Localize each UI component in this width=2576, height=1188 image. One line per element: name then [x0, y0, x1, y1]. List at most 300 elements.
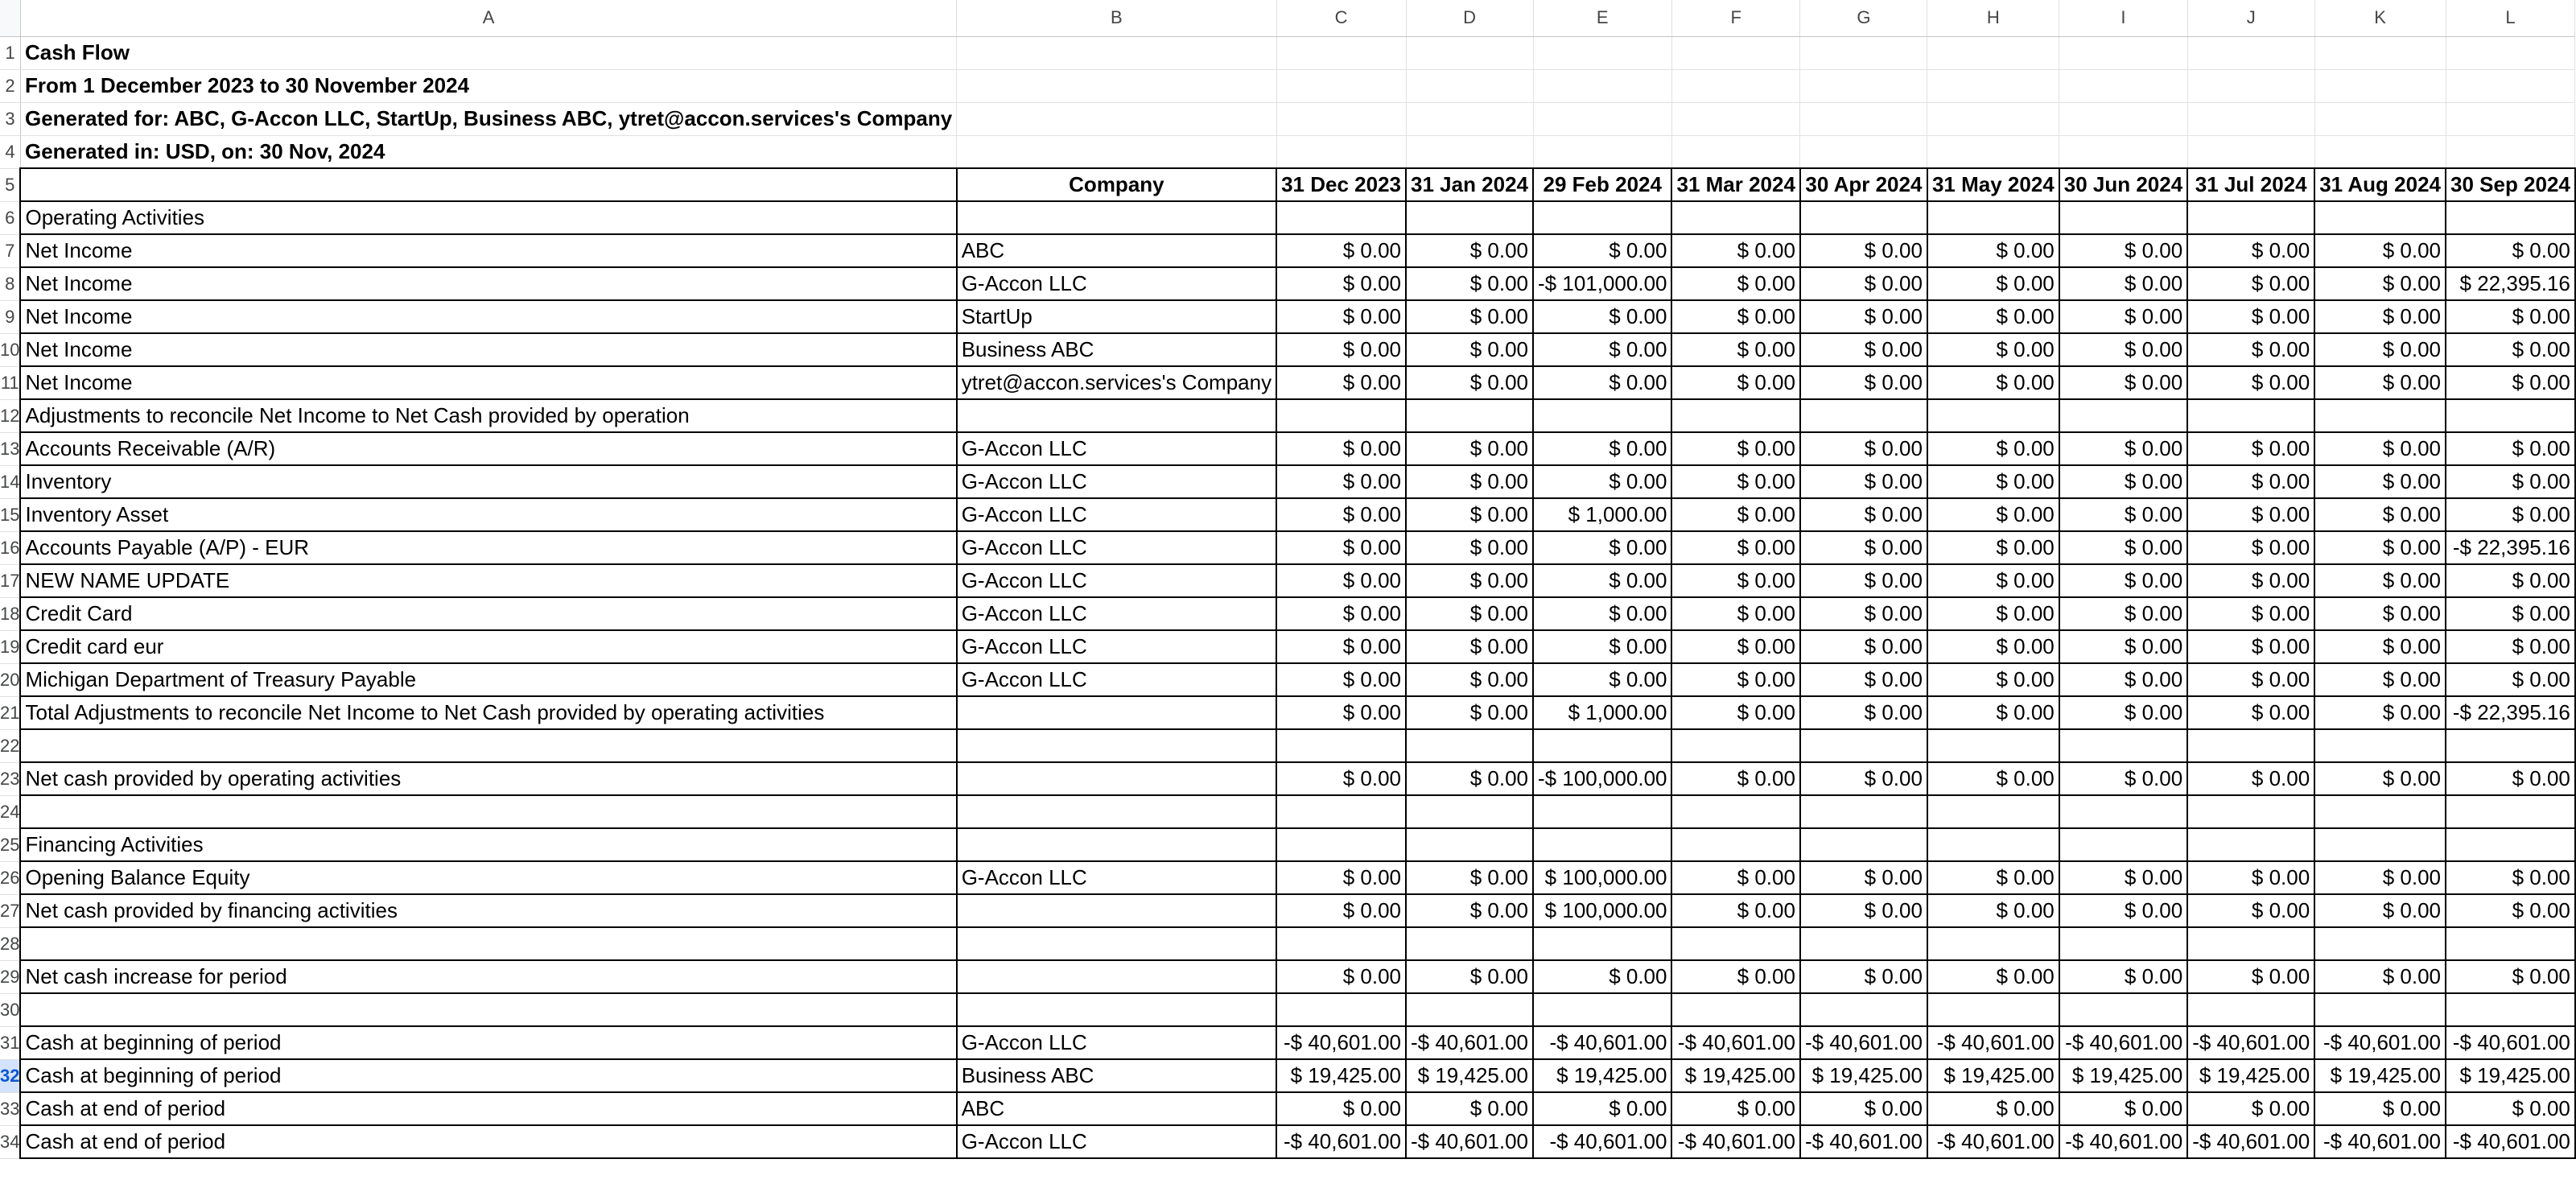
line-item-label-cell[interactable]: Total Adjustments to reconcile Net Income to Net Cash provided by operating activities — [20, 696, 956, 729]
amount-cell[interactable] — [2187, 795, 2314, 828]
row-header-16[interactable]: 16 — [0, 531, 20, 564]
empty-cell[interactable] — [1927, 69, 2059, 102]
period-header-cell[interactable]: 29 Feb 2024 — [1533, 168, 1671, 201]
amount-cell[interactable]: $ 0.00 — [1671, 498, 1799, 531]
amount-cell[interactable]: $ 0.00 — [1800, 564, 1927, 597]
amount-cell[interactable] — [2314, 795, 2446, 828]
row-header-15[interactable]: 15 — [0, 498, 20, 531]
amount-cell[interactable]: $ 0.00 — [1533, 564, 1671, 597]
amount-cell[interactable]: -$ 40,601.00 — [1276, 1026, 1406, 1059]
amount-cell[interactable]: $ 0.00 — [1671, 300, 1799, 333]
amount-cell[interactable]: $ 19,425.00 — [1671, 1059, 1799, 1092]
column-header-d[interactable]: D — [1406, 0, 1533, 36]
period-header-cell[interactable]: 31 Mar 2024 — [1671, 168, 1799, 201]
period-header-cell[interactable]: 31 Jul 2024 — [2187, 168, 2314, 201]
amount-cell[interactable] — [1276, 828, 1406, 861]
amount-cell[interactable]: $ 0.00 — [1533, 960, 1671, 993]
amount-cell[interactable] — [1276, 927, 1406, 960]
amount-cell[interactable]: $ 0.00 — [1927, 465, 2059, 498]
empty-cell[interactable] — [2059, 69, 2187, 102]
column-header-b[interactable]: B — [957, 0, 1276, 36]
amount-cell[interactable]: $ 0.00 — [1800, 432, 1927, 465]
amount-cell[interactable] — [1533, 201, 1671, 234]
amount-cell[interactable] — [1671, 927, 1799, 960]
amount-cell[interactable] — [2446, 729, 2575, 762]
row-header-11[interactable]: 11 — [0, 366, 20, 399]
amount-cell[interactable]: $ 0.00 — [1276, 597, 1406, 630]
line-item-label-cell[interactable]: Accounts Receivable (A/R) — [20, 432, 956, 465]
amount-cell[interactable]: $ 0.00 — [1671, 762, 1799, 795]
amount-cell[interactable] — [1800, 993, 1927, 1026]
company-header-cell[interactable]: Company — [957, 168, 1276, 201]
line-item-label-cell[interactable]: NEW NAME UPDATE — [20, 564, 956, 597]
amount-cell[interactable]: $ 0.00 — [1533, 531, 1671, 564]
amount-cell[interactable]: $ 0.00 — [1671, 267, 1799, 300]
column-header-g[interactable]: G — [1800, 0, 1927, 36]
amount-cell[interactable]: $ 0.00 — [2059, 267, 2187, 300]
company-cell[interactable] — [957, 960, 1276, 993]
amount-cell[interactable]: $ 19,425.00 — [2059, 1059, 2187, 1092]
row-header-25[interactable]: 25 — [0, 828, 20, 861]
amount-cell[interactable] — [1276, 729, 1406, 762]
amount-cell[interactable]: -$ 40,601.00 — [1533, 1125, 1671, 1158]
company-cell[interactable]: G-Accon LLC — [957, 861, 1276, 894]
amount-cell[interactable]: $ 0.00 — [1406, 1092, 1533, 1125]
amount-cell[interactable] — [2059, 201, 2187, 234]
amount-cell[interactable]: $ 0.00 — [1800, 531, 1927, 564]
amount-cell[interactable]: $ 0.00 — [2446, 630, 2575, 663]
company-cell[interactable]: G-Accon LLC — [957, 564, 1276, 597]
amount-cell[interactable]: $ 0.00 — [1800, 300, 1927, 333]
row-header-23[interactable]: 23 — [0, 762, 20, 795]
amount-cell[interactable]: $ 19,425.00 — [2446, 1059, 2575, 1092]
company-cell[interactable] — [957, 399, 1276, 432]
company-cell[interactable]: G-Accon LLC — [957, 1125, 1276, 1158]
amount-cell[interactable]: $ 0.00 — [2187, 234, 2314, 267]
amount-cell[interactable]: $ 22,395.16 — [2446, 267, 2575, 300]
amount-cell[interactable] — [1533, 927, 1671, 960]
amount-cell[interactable]: $ 0.00 — [1533, 1092, 1671, 1125]
amount-cell[interactable]: $ 0.00 — [2446, 366, 2575, 399]
company-cell[interactable] — [957, 795, 1276, 828]
amount-cell[interactable]: $ 0.00 — [1406, 663, 1533, 696]
amount-cell[interactable]: $ 0.00 — [2187, 696, 2314, 729]
amount-cell[interactable]: -$ 40,601.00 — [1276, 1125, 1406, 1158]
amount-cell[interactable]: $ 0.00 — [1533, 630, 1671, 663]
amount-cell[interactable]: $ 0.00 — [2187, 300, 2314, 333]
amount-cell[interactable]: $ 0.00 — [1406, 531, 1533, 564]
empty-cell[interactable] — [1276, 135, 1406, 168]
amount-cell[interactable]: $ 0.00 — [2314, 498, 2446, 531]
amount-cell[interactable] — [1671, 201, 1799, 234]
amount-cell[interactable]: $ 0.00 — [1927, 300, 2059, 333]
company-cell[interactable]: ABC — [957, 234, 1276, 267]
column-header-f[interactable]: F — [1671, 0, 1799, 36]
amount-cell[interactable]: $ 0.00 — [2059, 366, 2187, 399]
amount-cell[interactable]: $ 0.00 — [2446, 861, 2575, 894]
amount-cell[interactable] — [1406, 927, 1533, 960]
amount-cell[interactable]: $ 0.00 — [1406, 861, 1533, 894]
amount-cell[interactable]: $ 0.00 — [1671, 861, 1799, 894]
row-header-21[interactable]: 21 — [0, 696, 20, 729]
amount-cell[interactable]: $ 0.00 — [1800, 861, 1927, 894]
amount-cell[interactable] — [1927, 729, 2059, 762]
company-cell[interactable] — [957, 201, 1276, 234]
column-header-k[interactable]: K — [2314, 0, 2446, 36]
period-header-cell[interactable]: 31 Dec 2023 — [1276, 168, 1406, 201]
amount-cell[interactable]: $ 0.00 — [1800, 465, 1927, 498]
amount-cell[interactable]: $ 1,000.00 — [1533, 498, 1671, 531]
amount-cell[interactable]: $ 0.00 — [2446, 498, 2575, 531]
row-header-7[interactable]: 7 — [0, 234, 20, 267]
amount-cell[interactable]: $ 0.00 — [1533, 465, 1671, 498]
amount-cell[interactable] — [2314, 399, 2446, 432]
amount-cell[interactable] — [1406, 729, 1533, 762]
empty-cell[interactable] — [1406, 102, 1533, 135]
amount-cell[interactable]: $ 0.00 — [2446, 465, 2575, 498]
amount-cell[interactable]: $ 0.00 — [2446, 234, 2575, 267]
column-header-c[interactable]: C — [1276, 0, 1406, 36]
amount-cell[interactable]: $ 0.00 — [2059, 531, 2187, 564]
company-cell[interactable] — [957, 993, 1276, 1026]
amount-cell[interactable]: -$ 40,601.00 — [2187, 1125, 2314, 1158]
empty-cell[interactable] — [1276, 69, 1406, 102]
amount-cell[interactable]: $ 1,000.00 — [1533, 696, 1671, 729]
amount-cell[interactable]: $ 0.00 — [1533, 234, 1671, 267]
amount-cell[interactable]: $ 0.00 — [2187, 762, 2314, 795]
company-cell[interactable]: Business ABC — [957, 333, 1276, 366]
amount-cell[interactable] — [2059, 828, 2187, 861]
amount-cell[interactable] — [2187, 828, 2314, 861]
amount-cell[interactable]: $ 0.00 — [1276, 267, 1406, 300]
amount-cell[interactable]: $ 0.00 — [2314, 861, 2446, 894]
row-header-12[interactable]: 12 — [0, 399, 20, 432]
amount-cell[interactable] — [2059, 927, 2187, 960]
amount-cell[interactable]: $ 0.00 — [2187, 663, 2314, 696]
empty-cell[interactable] — [2187, 69, 2314, 102]
amount-cell[interactable]: $ 0.00 — [1671, 333, 1799, 366]
amount-cell[interactable]: $ 0.00 — [1800, 267, 1927, 300]
amount-cell[interactable]: $ 0.00 — [2446, 1092, 2575, 1125]
amount-cell[interactable]: -$ 22,395.16 — [2446, 531, 2575, 564]
line-item-label-cell[interactable] — [20, 993, 956, 1026]
column-header-j[interactable]: J — [2187, 0, 2314, 36]
amount-cell[interactable]: $ 0.00 — [2187, 894, 2314, 927]
row-header-31[interactable]: 31 — [0, 1026, 20, 1059]
amount-cell[interactable]: $ 0.00 — [1276, 234, 1406, 267]
empty-cell[interactable] — [1276, 36, 1406, 69]
amount-cell[interactable]: -$ 40,601.00 — [1927, 1125, 2059, 1158]
amount-cell[interactable]: $ 0.00 — [1927, 333, 2059, 366]
amount-cell[interactable]: $ 0.00 — [1276, 531, 1406, 564]
amount-cell[interactable] — [2187, 993, 2314, 1026]
company-cell[interactable] — [957, 729, 1276, 762]
amount-cell[interactable]: $ 0.00 — [2187, 960, 2314, 993]
amount-cell[interactable]: $ 0.00 — [2446, 960, 2575, 993]
row-header-2[interactable]: 2 — [0, 69, 20, 102]
line-item-label-cell[interactable]: Net cash provided by financing activities — [20, 894, 956, 927]
amount-cell[interactable] — [2187, 399, 2314, 432]
amount-cell[interactable]: $ 0.00 — [2187, 630, 2314, 663]
amount-cell[interactable]: $ 0.00 — [1533, 300, 1671, 333]
empty-cell[interactable] — [1533, 36, 1671, 69]
row-header-17[interactable]: 17 — [0, 564, 20, 597]
empty-cell[interactable] — [2059, 102, 2187, 135]
report-title-cell[interactable]: From 1 December 2023 to 30 November 2024 — [20, 69, 956, 102]
amount-cell[interactable]: $ 0.00 — [2059, 663, 2187, 696]
empty-cell[interactable] — [2314, 69, 2446, 102]
amount-cell[interactable]: $ 19,425.00 — [2187, 1059, 2314, 1092]
amount-cell[interactable]: $ 0.00 — [2059, 762, 2187, 795]
amount-cell[interactable]: -$ 40,601.00 — [2187, 1026, 2314, 1059]
amount-cell[interactable]: $ 0.00 — [1800, 366, 1927, 399]
amount-cell[interactable] — [2314, 828, 2446, 861]
amount-cell[interactable]: $ 0.00 — [2314, 663, 2446, 696]
amount-cell[interactable]: $ 0.00 — [1800, 234, 1927, 267]
row-header-34[interactable]: 34 — [0, 1125, 20, 1158]
amount-cell[interactable]: -$ 40,601.00 — [2314, 1125, 2446, 1158]
empty-cell[interactable] — [1671, 69, 1799, 102]
amount-cell[interactable]: $ 19,425.00 — [1927, 1059, 2059, 1092]
amount-cell[interactable] — [1276, 993, 1406, 1026]
amount-cell[interactable]: $ 0.00 — [1927, 762, 2059, 795]
amount-cell[interactable]: $ 0.00 — [2187, 267, 2314, 300]
company-cell[interactable]: G-Accon LLC — [957, 432, 1276, 465]
empty-cell[interactable] — [1927, 36, 2059, 69]
line-item-label-cell[interactable]: Adjustments to reconcile Net Income to Net Cash provided by operation — [20, 399, 956, 432]
amount-cell[interactable] — [1927, 795, 2059, 828]
empty-cell[interactable] — [1406, 135, 1533, 168]
amount-cell[interactable]: $ 0.00 — [2059, 333, 2187, 366]
row-header-9[interactable]: 9 — [0, 300, 20, 333]
row-header-33[interactable]: 33 — [0, 1092, 20, 1125]
row-header-8[interactable]: 8 — [0, 267, 20, 300]
amount-cell[interactable]: $ 0.00 — [1927, 531, 2059, 564]
amount-cell[interactable]: $ 0.00 — [2314, 333, 2446, 366]
amount-cell[interactable]: $ 0.00 — [1927, 894, 2059, 927]
amount-cell[interactable]: $ 0.00 — [2059, 300, 2187, 333]
amount-cell[interactable]: -$ 40,601.00 — [2059, 1026, 2187, 1059]
amount-cell[interactable]: $ 0.00 — [2059, 960, 2187, 993]
amount-cell[interactable]: $ 0.00 — [2446, 894, 2575, 927]
amount-cell[interactable]: $ 0.00 — [2314, 696, 2446, 729]
amount-cell[interactable]: $ 0.00 — [1276, 861, 1406, 894]
amount-cell[interactable] — [1927, 993, 2059, 1026]
empty-cell[interactable] — [1533, 102, 1671, 135]
column-header-l[interactable]: L — [2446, 0, 2575, 36]
amount-cell[interactable]: $ 0.00 — [1671, 366, 1799, 399]
amount-cell[interactable]: $ 0.00 — [2314, 630, 2446, 663]
amount-cell[interactable]: $ 0.00 — [1406, 267, 1533, 300]
amount-cell[interactable] — [2059, 795, 2187, 828]
line-item-label-cell[interactable]: Operating Activities — [20, 201, 956, 234]
amount-cell[interactable]: $ 100,000.00 — [1533, 861, 1671, 894]
amount-cell[interactable]: $ 0.00 — [1533, 663, 1671, 696]
line-item-label-cell[interactable]: Net Income — [20, 234, 956, 267]
amount-cell[interactable] — [1671, 795, 1799, 828]
row-header-5[interactable]: 5 — [0, 168, 20, 201]
company-cell[interactable]: ABC — [957, 1092, 1276, 1125]
company-cell[interactable]: G-Accon LLC — [957, 267, 1276, 300]
amount-cell[interactable]: $ 0.00 — [2059, 1092, 2187, 1125]
line-item-label-cell[interactable]: Cash at end of period — [20, 1125, 956, 1158]
amount-cell[interactable]: $ 0.00 — [2446, 663, 2575, 696]
empty-cell[interactable] — [1800, 135, 1927, 168]
amount-cell[interactable] — [1406, 828, 1533, 861]
amount-cell[interactable] — [1406, 201, 1533, 234]
report-title-cell[interactable]: Generated for: ABC, G-Accon LLC, StartUp, Business ABC, ytret@accon.services's Company — [20, 102, 956, 135]
amount-cell[interactable]: -$ 40,601.00 — [1671, 1026, 1799, 1059]
amount-cell[interactable]: $ 0.00 — [2059, 564, 2187, 597]
line-item-label-cell[interactable] — [20, 795, 956, 828]
amount-cell[interactable]: $ 0.00 — [1533, 597, 1671, 630]
amount-cell[interactable]: -$ 40,601.00 — [2314, 1026, 2446, 1059]
amount-cell[interactable]: $ 0.00 — [2187, 465, 2314, 498]
report-title-cell[interactable]: Generated in: USD, on: 30 Nov, 2024 — [20, 135, 956, 168]
amount-cell[interactable] — [1800, 828, 1927, 861]
amount-cell[interactable]: $ 0.00 — [2187, 564, 2314, 597]
amount-cell[interactable]: $ 0.00 — [1276, 465, 1406, 498]
amount-cell[interactable]: $ 0.00 — [2314, 465, 2446, 498]
amount-cell[interactable]: $ 0.00 — [1406, 465, 1533, 498]
amount-cell[interactable]: $ 19,425.00 — [1533, 1059, 1671, 1092]
amount-cell[interactable] — [2314, 927, 2446, 960]
amount-cell[interactable]: $ 0.00 — [2059, 597, 2187, 630]
company-cell[interactable] — [957, 894, 1276, 927]
line-item-label-cell[interactable]: Cash at beginning of period — [20, 1026, 956, 1059]
empty-cell[interactable] — [957, 135, 1276, 168]
amount-cell[interactable]: $ 0.00 — [2314, 597, 2446, 630]
amount-cell[interactable]: $ 0.00 — [1927, 663, 2059, 696]
amount-cell[interactable]: $ 0.00 — [1800, 630, 1927, 663]
empty-cell[interactable] — [1533, 135, 1671, 168]
header-empty-cell[interactable] — [20, 168, 956, 201]
amount-cell[interactable]: $ 0.00 — [1406, 894, 1533, 927]
amount-cell[interactable] — [1406, 795, 1533, 828]
amount-cell[interactable]: -$ 40,601.00 — [2059, 1125, 2187, 1158]
amount-cell[interactable] — [1927, 399, 2059, 432]
row-header-28[interactable]: 28 — [0, 927, 20, 960]
amount-cell[interactable]: $ 0.00 — [1927, 630, 2059, 663]
amount-cell[interactable]: $ 0.00 — [2314, 1092, 2446, 1125]
amount-cell[interactable] — [2187, 927, 2314, 960]
empty-cell[interactable] — [1800, 36, 1927, 69]
amount-cell[interactable]: -$ 101,000.00 — [1533, 267, 1671, 300]
amount-cell[interactable] — [2059, 993, 2187, 1026]
amount-cell[interactable]: $ 0.00 — [1927, 366, 2059, 399]
amount-cell[interactable]: $ 0.00 — [1533, 333, 1671, 366]
amount-cell[interactable]: $ 0.00 — [2187, 597, 2314, 630]
amount-cell[interactable] — [2059, 729, 2187, 762]
amount-cell[interactable]: -$ 40,601.00 — [1406, 1125, 1533, 1158]
empty-cell[interactable] — [2314, 102, 2446, 135]
row-header-27[interactable]: 27 — [0, 894, 20, 927]
empty-cell[interactable] — [1533, 69, 1671, 102]
company-cell[interactable]: G-Accon LLC — [957, 465, 1276, 498]
line-item-label-cell[interactable]: Net cash provided by operating activities — [20, 762, 956, 795]
amount-cell[interactable] — [1800, 927, 1927, 960]
amount-cell[interactable]: $ 0.00 — [1800, 1092, 1927, 1125]
amount-cell[interactable]: $ 0.00 — [1406, 234, 1533, 267]
company-cell[interactable]: G-Accon LLC — [957, 1026, 1276, 1059]
period-header-cell[interactable]: 31 Aug 2024 — [2314, 168, 2446, 201]
amount-cell[interactable]: $ 0.00 — [1406, 333, 1533, 366]
amount-cell[interactable]: $ 0.00 — [2314, 960, 2446, 993]
amount-cell[interactable]: -$ 40,601.00 — [1671, 1125, 1799, 1158]
company-cell[interactable]: G-Accon LLC — [957, 630, 1276, 663]
amount-cell[interactable]: $ 0.00 — [1800, 894, 1927, 927]
amount-cell[interactable]: $ 0.00 — [1406, 300, 1533, 333]
amount-cell[interactable] — [1276, 399, 1406, 432]
amount-cell[interactable]: $ 0.00 — [2059, 432, 2187, 465]
amount-cell[interactable]: $ 0.00 — [2446, 432, 2575, 465]
amount-cell[interactable]: $ 0.00 — [1671, 1092, 1799, 1125]
select-all-corner[interactable] — [0, 0, 20, 36]
amount-cell[interactable]: $ 0.00 — [2187, 861, 2314, 894]
amount-cell[interactable]: $ 0.00 — [2187, 366, 2314, 399]
amount-cell[interactable]: -$ 22,395.16 — [2446, 696, 2575, 729]
amount-cell[interactable] — [2446, 399, 2575, 432]
row-header-18[interactable]: 18 — [0, 597, 20, 630]
line-item-label-cell[interactable]: Credit card eur — [20, 630, 956, 663]
amount-cell[interactable]: $ 0.00 — [1276, 762, 1406, 795]
row-header-3[interactable]: 3 — [0, 102, 20, 135]
amount-cell[interactable]: $ 0.00 — [2314, 432, 2446, 465]
amount-cell[interactable]: $ 0.00 — [1276, 1092, 1406, 1125]
amount-cell[interactable]: $ 0.00 — [2059, 234, 2187, 267]
line-item-label-cell[interactable]: Cash at end of period — [20, 1092, 956, 1125]
amount-cell[interactable] — [2314, 729, 2446, 762]
empty-cell[interactable] — [1800, 69, 1927, 102]
amount-cell[interactable] — [2446, 795, 2575, 828]
amount-cell[interactable] — [1406, 399, 1533, 432]
amount-cell[interactable] — [1533, 729, 1671, 762]
amount-cell[interactable] — [2314, 993, 2446, 1026]
period-header-cell[interactable]: 31 Jan 2024 — [1406, 168, 1533, 201]
period-header-cell[interactable]: 31 May 2024 — [1927, 168, 2059, 201]
amount-cell[interactable] — [1927, 828, 2059, 861]
company-cell[interactable]: ytret@accon.services's Company — [957, 366, 1276, 399]
amount-cell[interactable] — [2446, 828, 2575, 861]
amount-cell[interactable]: $ 100,000.00 — [1533, 894, 1671, 927]
amount-cell[interactable]: $ 0.00 — [1671, 630, 1799, 663]
amount-cell[interactable]: $ 0.00 — [1276, 696, 1406, 729]
amount-cell[interactable]: $ 0.00 — [1800, 597, 1927, 630]
amount-cell[interactable]: $ 0.00 — [1406, 432, 1533, 465]
amount-cell[interactable]: $ 0.00 — [2314, 366, 2446, 399]
line-item-label-cell[interactable]: Opening Balance Equity — [20, 861, 956, 894]
line-item-label-cell[interactable]: Financing Activities — [20, 828, 956, 861]
company-cell[interactable]: StartUp — [957, 300, 1276, 333]
empty-cell[interactable] — [2446, 69, 2575, 102]
column-header-a[interactable]: A — [20, 0, 956, 36]
amount-cell[interactable]: $ 0.00 — [1671, 894, 1799, 927]
row-header-1[interactable]: 1 — [0, 36, 20, 69]
amount-cell[interactable]: $ 19,425.00 — [1276, 1059, 1406, 1092]
line-item-label-cell[interactable] — [20, 927, 956, 960]
amount-cell[interactable] — [1800, 399, 1927, 432]
amount-cell[interactable]: $ 0.00 — [2314, 762, 2446, 795]
amount-cell[interactable] — [1671, 993, 1799, 1026]
amount-cell[interactable] — [1276, 201, 1406, 234]
amount-cell[interactable]: $ 0.00 — [1276, 663, 1406, 696]
amount-cell[interactable] — [1800, 729, 1927, 762]
amount-cell[interactable]: $ 0.00 — [2059, 894, 2187, 927]
company-cell[interactable] — [957, 696, 1276, 729]
row-header-14[interactable]: 14 — [0, 465, 20, 498]
amount-cell[interactable]: $ 0.00 — [2314, 234, 2446, 267]
amount-cell[interactable]: $ 0.00 — [1927, 432, 2059, 465]
